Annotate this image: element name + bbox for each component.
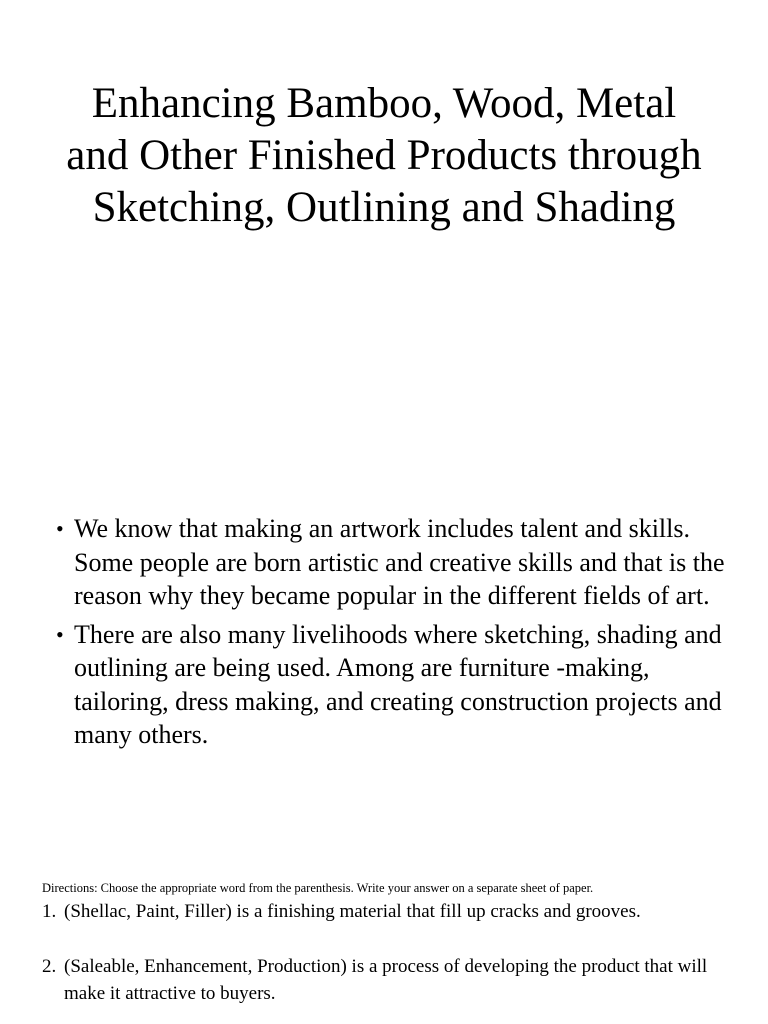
bullet-text: We know that making an artwork includes talent and skills. Some people are born artistic and creative skills and that is the reason why they became popular in the different fields of art.	[74, 514, 725, 610]
question-list	[42, 898, 732, 1024]
directions-text: Directions: Choose the appropriate word from the parenthesis. Write your answer on a separate sheet of paper.	[42, 881, 594, 895]
question-text: (Shellac, Paint, Filler) is a finishing material that fill up cracks and grooves.	[64, 901, 641, 922]
bullet-item	[56, 618, 736, 752]
slide-title: Enhancing Bamboo, Wood, Metal and Other Finished Products through Sketching, Outlining and Shading	[66, 80, 702, 231]
question-number: 2.	[42, 956, 57, 977]
bullet-list	[56, 512, 736, 757]
bullet-icon: •	[56, 516, 64, 541]
bullet-text: There are also many livelihoods where sketching, shading and outlining are being used. Among are furniture -making, tailoring, dress making, and creating construction projects and many others.	[74, 619, 722, 749]
bullet-icon: •	[56, 621, 64, 647]
question-text: (Saleable, Enhancement, Production) is a process of developing the product that will make it attractive to buyers.	[64, 956, 708, 1004]
question-item	[42, 953, 732, 1007]
question-number: 1.	[42, 901, 57, 922]
bullet-item	[56, 512, 736, 613]
question-item	[42, 898, 732, 925]
